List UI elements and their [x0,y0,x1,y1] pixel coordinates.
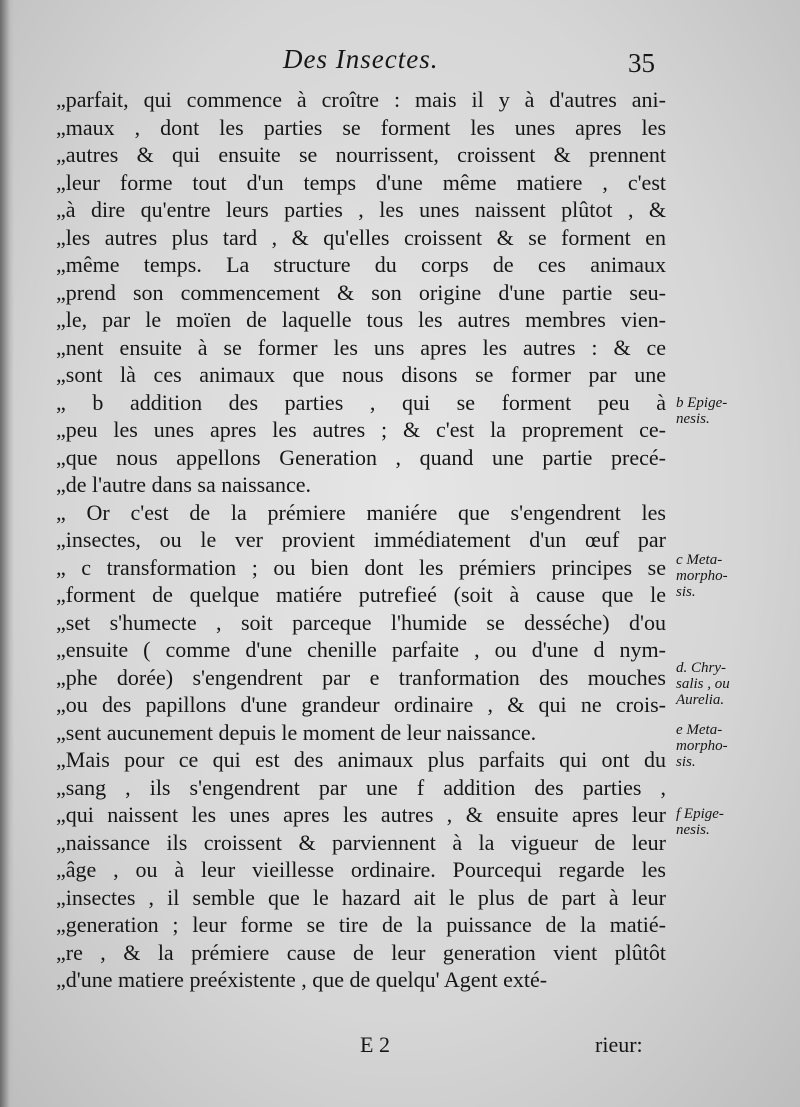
text-line: „sent aucunement depuis le moment de leur naissance. [56,719,537,745]
margin-note-c: c Meta- morpho- sis. [676,552,728,600]
text-line: „Mais pour ce qui est des animaux plus parfaits qui ont du [56,747,666,772]
text-line: „generation ; leur forme se tire de la puissance de la matié- [56,912,666,937]
text-line: „le, par le moïen de laquelle tous les autres membres vien- [56,307,666,332]
margin-note-d: d. Chry- salis , ou Aurelia. [676,660,730,708]
text-line: „leur forme tout d'un temps d'une même matiere , c'est [56,169,666,195]
catchword: rieur: [595,1032,643,1057]
text-line: „ Or c'est de la prémiere maniére que s'engendrent les [56,499,666,525]
margin-note-f: f Epige- nesis. [676,806,724,838]
text-line: „phe dorée) s'engendrent par e tranformation des mouches [56,664,666,690]
text-line: „ c transformation ; ou bien dont les prémiers principes se [56,554,666,580]
signature-mark: E 2 [360,1032,390,1057]
text-line: „les autres plus tard , & qu'elles croissent & se forment en [56,224,666,250]
text-line: „parfait, qui commence à croître : mais il y à d'autres ani- [56,87,666,112]
text-line: „nent ensuite à se former les uns apres les autres : & ce [56,334,666,360]
text-line: „à dire qu'entre leurs parties , les unes naissent plûtot , & [56,197,666,222]
text-line: „insectes, ou le ver provient immédiatement d'un œuf par [56,527,666,552]
page-edge-shadow [0,0,14,1107]
text-line: „ b addition des parties , qui se forment peu à [56,389,666,415]
margin-note-e: e Meta- morpho- sis. [676,722,728,770]
text-line: „insectes , il semble que le hazard ait le plus de part à leur [56,884,666,910]
text-line: „âge , ou à leur vieillesse ordinaire. Pourcequi regarde les [56,857,666,882]
text-line: „sang , ils s'engendrent par une f addition des parties , [56,774,666,800]
running-title: Des Insectes. [283,44,439,74]
margin-note-b: b Epige- nesis. [676,395,728,427]
text-line: „re , & la prémiere cause de leur generation vient plûtôt [56,939,666,965]
text-line: „set s'humecte , soit parceque l'humide se desséche) d'ou [56,609,666,635]
text-line: „même temps. La structure du corps de ces animaux [56,252,666,277]
text-line: „ensuite ( comme d'une chenille parfaite , ou d'une d nym- [56,637,666,662]
text-line: „naissance ils croissent & parviennent à la vigueur de leur [56,829,666,855]
text-line: „peu les unes apres les autres ; & c'est la proprement ce- [56,417,666,442]
text-line: „autres & qui ensuite se nourrissent, croissent & prennent [56,142,666,167]
text-line: „sont là ces animaux que nous disons se former par une [56,362,666,387]
text-line: „d'une matiere preéxistente , que de quelqu' Agent exté- [56,967,548,992]
text-line: „prend son commencement & son origine d'une partie seu- [56,279,666,305]
text-line: „qui naissent les unes apres les autres , & ensuite apres leur [56,802,666,827]
text-line: „que nous appellons Generation , quand une partie precé- [56,444,666,470]
text-line: „de l'autre dans sa naissance. [56,472,312,497]
body-text [56,86,666,994]
text-line: „ou des papillons d'une grandeur ordinaire , & qui ne crois- [56,692,666,717]
page-number: 35 [628,48,655,78]
text-line: „forment de quelque matiére putrefieé (soit à cause que le [56,582,666,607]
text-line: „maux , dont les parties se forment les unes apres les [56,114,666,140]
